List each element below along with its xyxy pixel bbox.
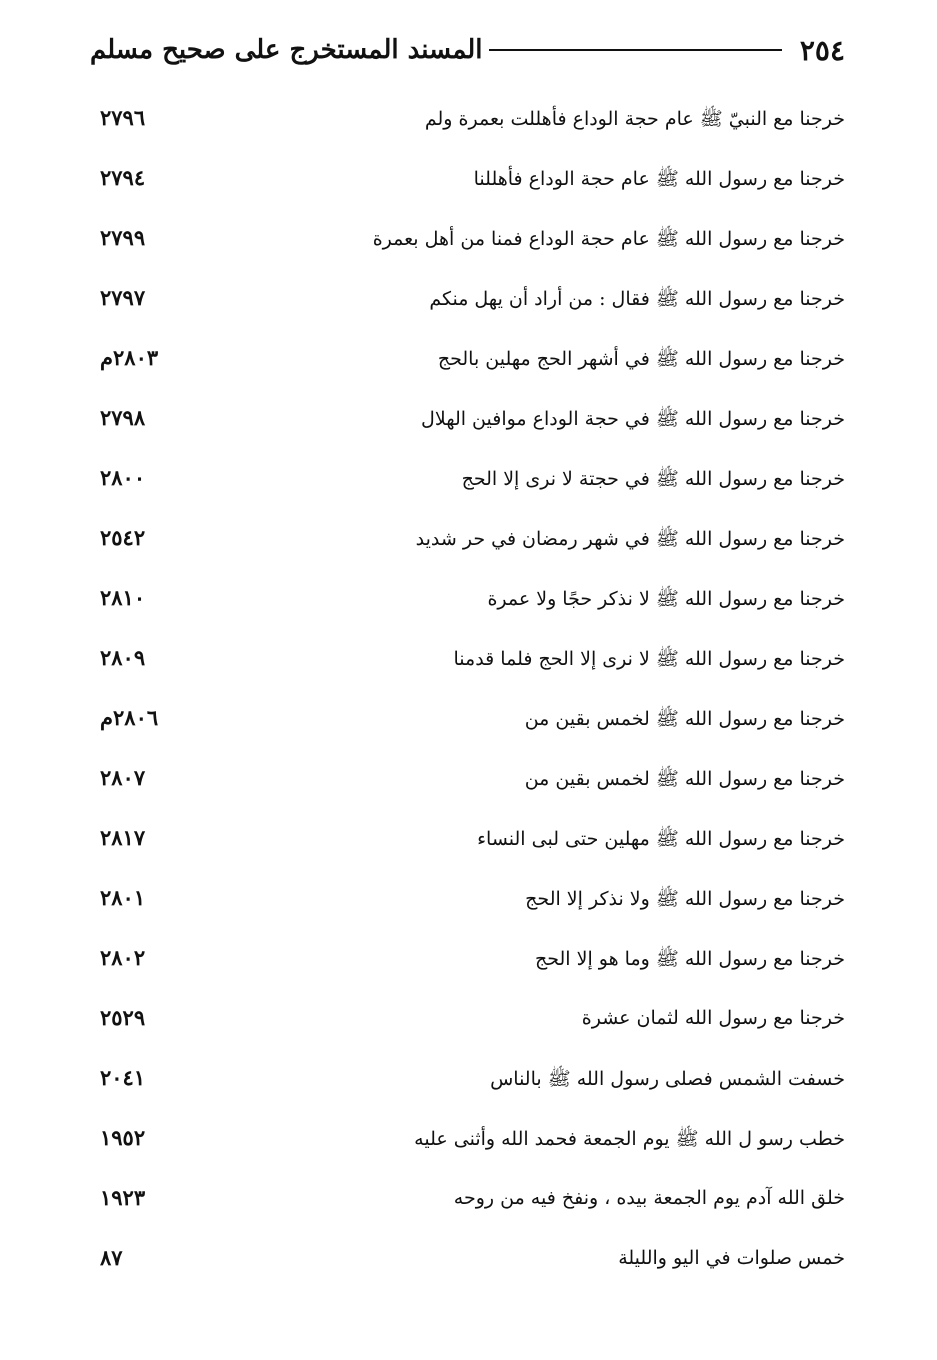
hadith-number: ٢٨١٧ — [100, 825, 146, 850]
index-entry — [90, 155, 845, 215]
index-entry — [90, 575, 845, 635]
hadith-number: ٢٧٩٨ — [100, 405, 146, 430]
hadith-incipit: خرجنا مع رسول الله ﷺ لا نرى إلا الحج فلما قدمنا — [453, 648, 845, 670]
hadith-incipit: خرجنا مع رسول الله ﷺ وما هو إلا الحج — [534, 948, 845, 970]
index-entry — [90, 335, 845, 395]
hadith-incipit: خرجنا مع رسول الله ﷺ في أشهر الحج مهلين بالحج — [437, 348, 845, 370]
hadith-number: ١٩٢٣ — [100, 1185, 146, 1210]
index-entry — [90, 995, 845, 1055]
hadith-number: ٢٨٠١ — [100, 885, 146, 910]
index-entry — [90, 815, 845, 875]
hadith-number: ٢٧٩٤ — [100, 165, 146, 190]
index-entry — [90, 875, 845, 935]
hadith-incipit: خرجنا مع رسول الله ﷺ في حجة الوداع موافين الهلال — [421, 408, 845, 430]
index-entry — [90, 695, 845, 755]
hadith-number: ٨٧ — [100, 1245, 123, 1270]
hadith-index-list — [90, 95, 845, 1295]
hadith-number: ٢٧٩٩ — [100, 225, 146, 250]
hadith-number: ١٩٥٢ — [100, 1125, 146, 1150]
index-entry — [90, 1115, 845, 1175]
hadith-incipit: خرجنا مع النبيّ ﷺ عام حجة الوداع فأهللت بعمرة ولم — [424, 108, 845, 130]
index-entry — [90, 395, 845, 455]
hadith-number: ٢٨٠٣م — [100, 345, 159, 370]
hadith-incipit: خرجنا مع رسول الله ﷺ مهلين حتى لبى النساء — [477, 828, 845, 850]
index-entry — [90, 1235, 845, 1295]
hadith-number: ٢٠٤١ — [100, 1065, 146, 1090]
index-entry — [90, 215, 845, 275]
index-entry — [90, 1175, 845, 1235]
hadith-number: ٢٧٩٧ — [100, 285, 146, 310]
hadith-number: ٢٨٠٩ — [100, 645, 146, 670]
hadith-incipit: خرجنا مع رسول الله ﷺ عام حجة الوداع فمنا من أهل بعمرة — [372, 228, 845, 250]
index-entry — [90, 1055, 845, 1115]
index-entry — [90, 755, 845, 815]
header-rule — [489, 49, 782, 51]
index-entry — [90, 515, 845, 575]
hadith-incipit: خرجنا مع رسول الله ﷺ لخمس بقين من — [524, 768, 845, 790]
page-header — [90, 28, 845, 72]
hadith-incipit: خرجنا مع رسول الله لثمان عشرة — [581, 1007, 845, 1029]
hadith-incipit: خطب رسو ل الله ﷺ يوم الجمعة فحمد الله وأثنى عليه — [414, 1128, 845, 1150]
index-entry — [90, 455, 845, 515]
hadith-number: ٢٨٠٢ — [100, 945, 146, 970]
hadith-incipit: خرجنا مع رسول الله ﷺ عام حجة الوداع فأهللنا — [473, 168, 845, 190]
hadith-number: ٢٨٠٧ — [100, 765, 146, 790]
page-number: ٢٥٤ — [799, 33, 845, 67]
index-entry — [90, 635, 845, 695]
hadith-number: ٢٧٩٦ — [100, 105, 146, 130]
hadith-number: ٢٨٠٦م — [100, 705, 159, 730]
book-title: المسند المستخرج على صحيح مسلم — [90, 35, 483, 65]
hadith-number: ٢٥٢٩ — [100, 1005, 146, 1030]
hadith-incipit: خمس صلوات في اليو والليلة — [618, 1247, 845, 1269]
index-entry — [90, 275, 845, 335]
hadith-incipit: خرجنا مع رسول الله ﷺ لخمس بقين من — [524, 708, 845, 730]
hadith-incipit: خرجنا مع رسول الله ﷺ في شهر رمضان في حر شديد — [415, 528, 845, 550]
hadith-number: ٢٥٤٢ — [100, 525, 146, 550]
hadith-incipit: خرجنا مع رسول الله ﷺ لا نذكر حجًا ولا عمرة — [487, 588, 845, 610]
hadith-incipit: خلق الله آدم يوم الجمعة بيده ، ونفخ فيه من روحه — [453, 1187, 845, 1209]
hadith-incipit: خسفت الشمس فصلى رسول الله ﷺ بالناس — [490, 1068, 845, 1090]
hadith-number: ٢٨٠٠ — [100, 465, 146, 490]
index-entry — [90, 935, 845, 995]
hadith-incipit: خرجنا مع رسول الله ﷺ ولا نذكر إلا الحج — [525, 888, 845, 910]
index-entry — [90, 95, 845, 155]
hadith-incipit: خرجنا مع رسول الله ﷺ في حجتة لا نرى إلا الحج — [461, 468, 845, 490]
hadith-number: ٢٨١٠ — [100, 585, 146, 610]
hadith-incipit: خرجنا مع رسول الله ﷺ فقال : من أراد أن يهل منكم — [429, 288, 845, 310]
